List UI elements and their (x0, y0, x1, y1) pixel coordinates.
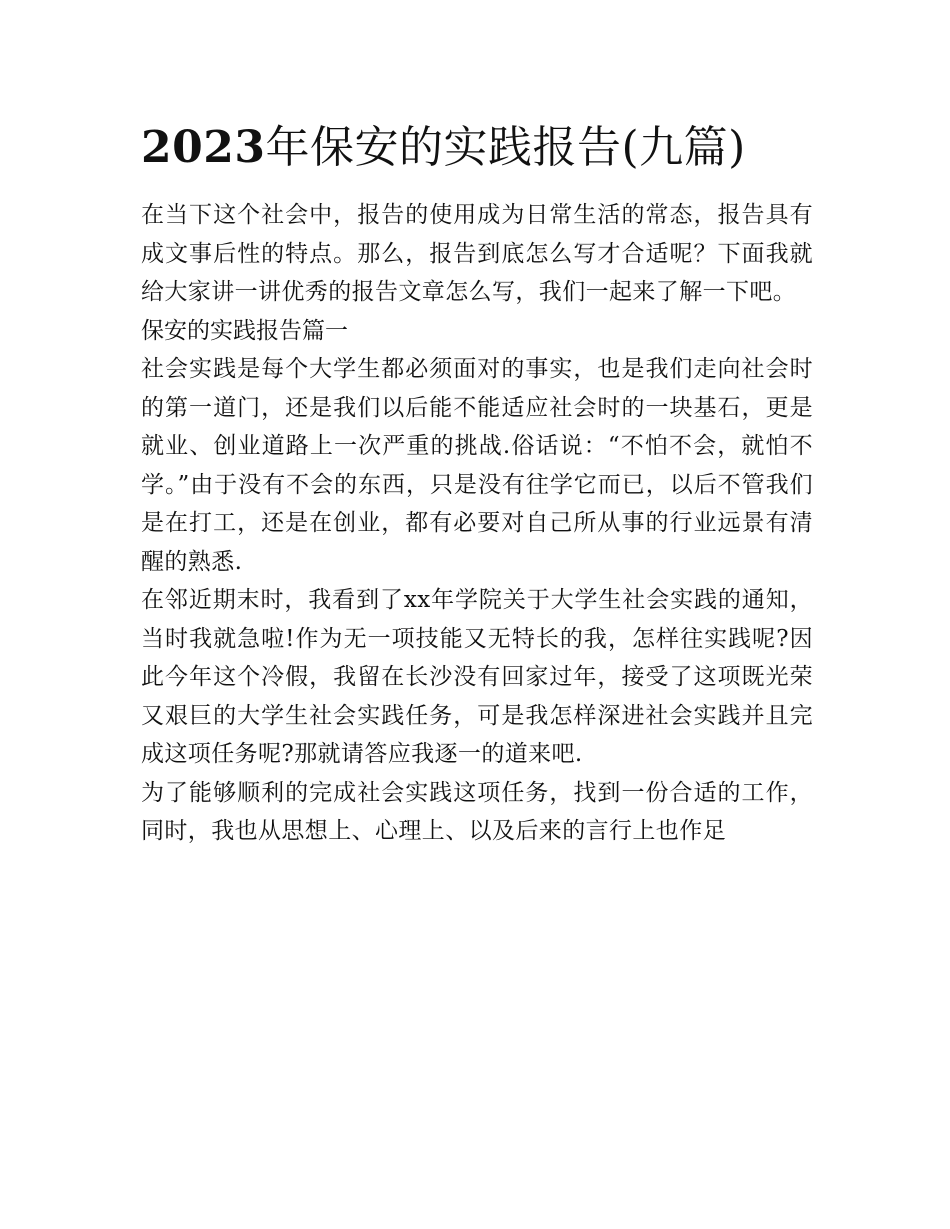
body-paragraph: 社会实践是每个大学生都必须面对的事实，也是我们走向社会时的第一道门，还是我们以后能不能适应社会时的一块基石，更是就业、创业道路上一次严重的挑战.俗话说：“不怕不会，就怕不学。”由于没有不会的东西，只是没有往学它而已，以后不管我们是在打工，还是在创业，都有必要对自己所从事的行业远景有清醒的熟悉. (141, 356, 813, 575)
document-page (141, 112, 813, 851)
document-body (141, 196, 813, 851)
section-heading: 保安的实践报告篇一 (141, 317, 348, 344)
intro-paragraph: 在当下这个社会中，报告的使用成为日常生活的常态，报告具有成文事后性的特点。那么，报告到底怎么写才合适呢？下面我就给大家讲一讲优秀的报告文章怎么写，我们一起来了解一下吧。 (141, 202, 813, 305)
body-paragraph: 为了能够顺利的完成社会实践这项任务，找到一份合适的工作，同时，我也从思想上、心理上、以及后来的言行上也作足 (141, 779, 813, 844)
title-year: 2023 (141, 122, 266, 173)
body-paragraph: 在邻近期末时，我看到了xx年学院关于大学生社会实践的通知，当时我就急啦!作为无一项技能又无特长的我，怎样往实践呢?因此今年这个冷假，我留在长沙没有回家过年，接受了这项既光荣又艰巨的大学生社会实践任务，可是我怎样深进社会实践并且完成这项任务呢?那就请答应我逐一的道来吧. (141, 587, 813, 767)
title-text: 年保安的实践报告(九篇) (265, 122, 746, 173)
document-title (141, 112, 813, 184)
